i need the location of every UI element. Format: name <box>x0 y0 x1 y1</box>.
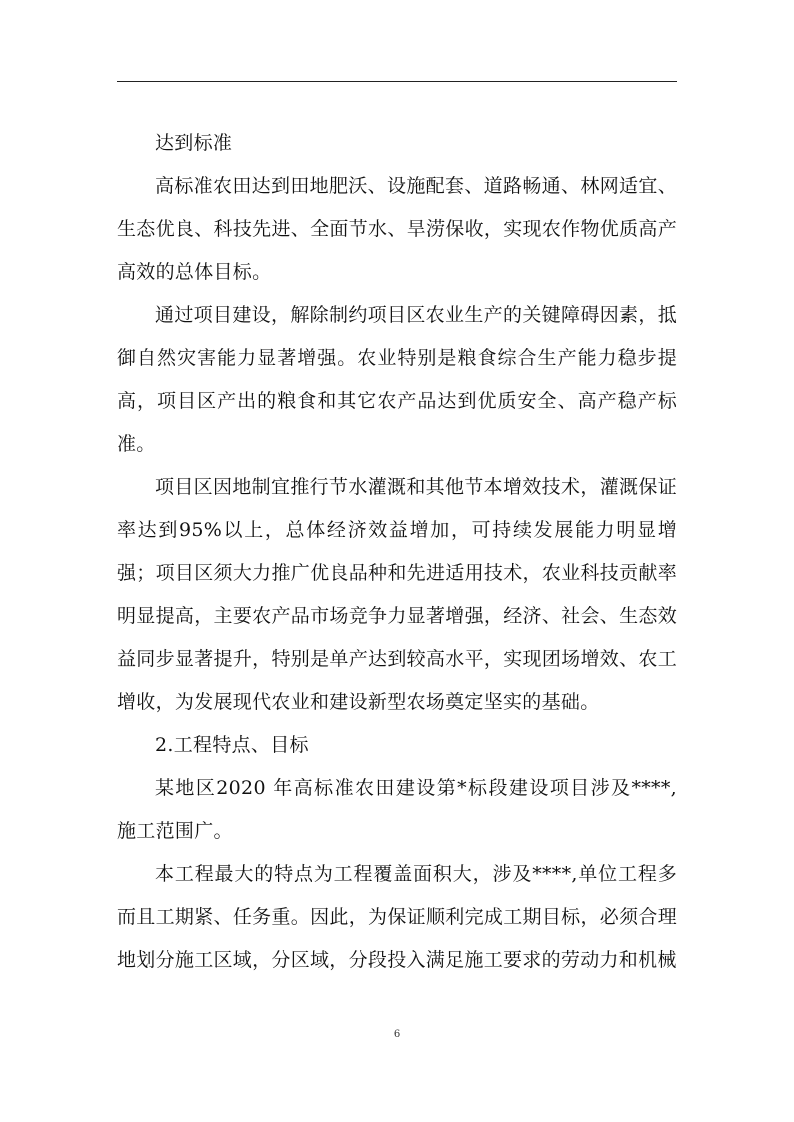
document-body <box>117 122 677 982</box>
section-heading-engineering-features: 2.工程特点、目标 <box>155 734 309 756</box>
header-rule <box>117 81 677 82</box>
paragraph-farmland-goals: 高标准农田达到田地肥沃、设施配套、道路畅通、林网适宜、生态优良、科技先进、全面节水、旱涝保收，实现农作物优质高产高效的总体目标。 <box>117 175 677 283</box>
paragraph-project-scope: 某地区2020 年高标准农田建设第*标段建设项目涉及****, 施工范围广。 <box>117 777 677 842</box>
paragraph-main-feature: 本工程最大的特点为工程覆盖面积大，涉及****,单位工程多而且工期紧、任务重。因此，为保证顺利完成工期目标，必须合理地划分施工区域，分区域，分段投入满足施工要求的劳动力和机械 <box>117 863 677 971</box>
paragraph-project-construction: 通过项目建设，解除制约项目区农业生产的关键障碍因素，抵御自然灾害能力显著增强。农业特别是粮食综合生产能力稳步提高，项目区产出的粮食和其它农产品达到优质安全、高产稳产标准。 <box>117 304 677 455</box>
paragraph-standard-heading: 达到标准 <box>155 132 233 154</box>
page-number: 6 <box>393 1029 401 1040</box>
paragraph-irrigation-technology: 项目区因地制宜推行节水灌溉和其他节本增效技术，灌溉保证率达到95%以上，总体经济效益增加，可持续发展能力明显增强；项目区须大力推广优良品种和先进适用技术，农业科技贡献率明显提高，主要农产品市场竞争力显著增强，经济、社会、生态效益同步显著提升，特别是单产达到较高水平，实现团场增效、农工增收，为发展现代农业和建设新型农场奠定坚实的基础。 <box>117 476 677 713</box>
